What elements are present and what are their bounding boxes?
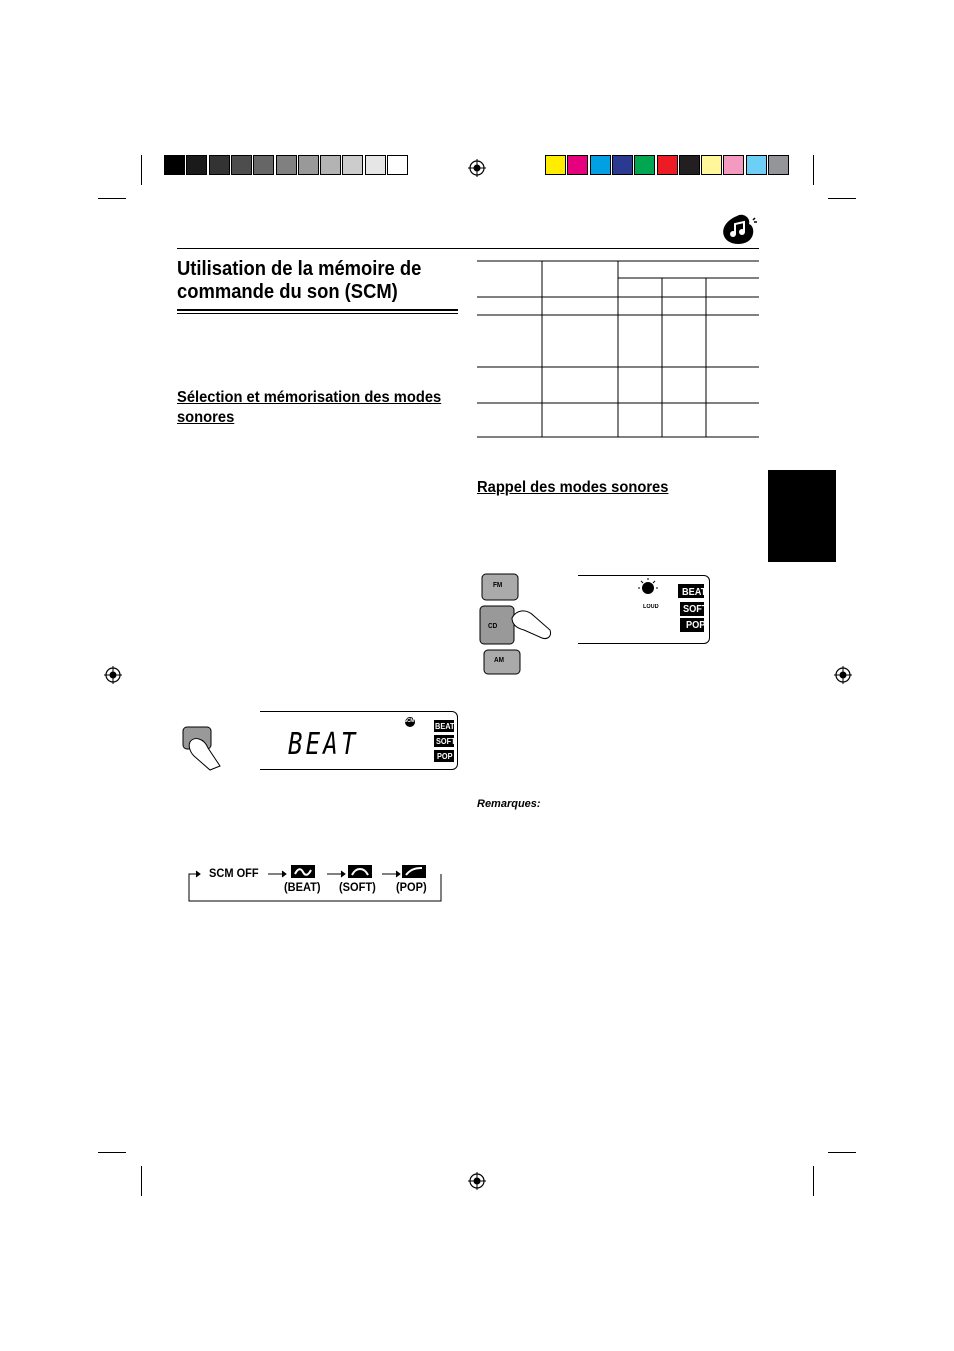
- scm-mode-cycle: [188, 862, 442, 902]
- remarks-label: Remarques:: [477, 798, 541, 810]
- color-swatch: [679, 155, 700, 175]
- registration-mark-icon: [104, 666, 122, 684]
- flow-pop: (POP): [396, 880, 427, 894]
- registration-mark-icon: [468, 1172, 486, 1190]
- crop-mark: [828, 198, 856, 199]
- mode-soft-label: SOFT: [436, 737, 456, 746]
- title-underline: [177, 313, 458, 314]
- color-swatch: [612, 155, 633, 175]
- color-swatch: [746, 155, 767, 175]
- mode-beat-label: BEAT: [682, 587, 707, 598]
- color-swatch: [768, 155, 789, 175]
- color-swatch: [276, 155, 297, 175]
- mode-beat-label: BEAT: [435, 722, 455, 731]
- color-swatch: [253, 155, 274, 175]
- color-swatch: [342, 155, 363, 175]
- crop-mark: [813, 155, 814, 185]
- mode-pop-label: POP: [437, 752, 453, 761]
- color-swatch: [387, 155, 408, 175]
- am-button-label: AM: [494, 657, 505, 664]
- crop-mark: [828, 1152, 856, 1153]
- section-heading-recall: Rappel des modes sonores: [477, 479, 669, 496]
- finger-press-icon: [180, 724, 226, 774]
- header-rule: [177, 248, 759, 249]
- crop-mark: [813, 1166, 814, 1196]
- color-swatch: [723, 155, 744, 175]
- flow-beat: (BEAT): [284, 880, 321, 894]
- color-swatch: [320, 155, 341, 175]
- registration-mark-icon: [468, 159, 486, 177]
- color-swatch: [545, 155, 566, 175]
- mode-soft-label: SOFT: [683, 604, 708, 615]
- color-swatch: [209, 155, 230, 175]
- mode-pop-label: POP: [686, 620, 706, 631]
- registration-mark-icon: [834, 666, 852, 684]
- color-swatch: [186, 155, 207, 175]
- music-note-icon: [721, 212, 761, 246]
- section-heading-select: Sélection et mémorisation des modes sonores: [177, 389, 442, 426]
- fm-button-label: FM: [493, 582, 503, 589]
- color-swatch: [365, 155, 386, 175]
- color-swatch: [164, 155, 185, 175]
- loud-indicator: LOUD: [643, 604, 659, 610]
- crop-mark: [141, 155, 142, 185]
- color-swatch: [231, 155, 252, 175]
- title-underline: [177, 309, 458, 311]
- color-swatch: [298, 155, 319, 175]
- color-swatch: [634, 155, 655, 175]
- crop-mark: [98, 1152, 126, 1153]
- page-title: Utilisation de la mémoire de commande du son (SCM): [177, 258, 422, 303]
- color-swatch: [567, 155, 588, 175]
- crop-mark: [98, 198, 126, 199]
- color-swatch: [657, 155, 678, 175]
- language-tab: [768, 470, 836, 562]
- color-swatch: [701, 155, 722, 175]
- sound-mode-table: [477, 260, 760, 440]
- crop-mark: [141, 1166, 142, 1196]
- display-main-text: BEAT: [288, 727, 359, 762]
- color-swatch: [590, 155, 611, 175]
- flow-soft: (SOFT): [339, 880, 376, 894]
- flow-scm-off: SCM OFF: [209, 866, 259, 880]
- cd-button-label: CD: [488, 623, 498, 630]
- scm-indicator-label: SCM: [404, 718, 415, 724]
